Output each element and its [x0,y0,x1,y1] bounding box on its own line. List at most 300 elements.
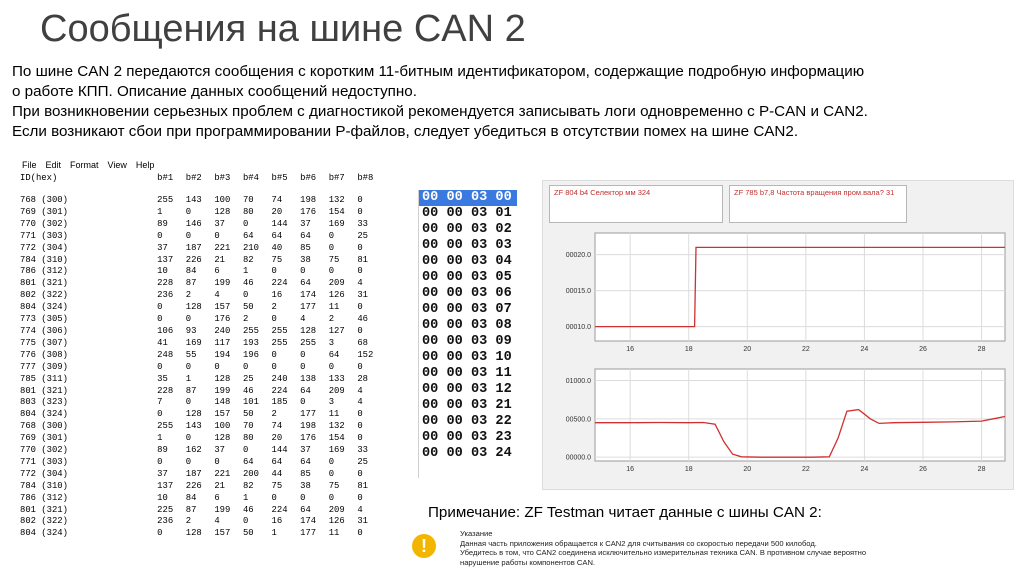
log-byte-cell: 101 [242,397,259,408]
log-byte-cell: 0 [185,433,192,444]
log-spacer-cell [20,185,386,195]
log-byte-cell: 128 [185,528,202,539]
log-byte-cell: 25 [357,456,368,467]
log-byte-cell: 41 [157,337,168,348]
log-byte-cell: 0 [357,302,363,313]
log-id-cell: 802 (322) [20,516,68,527]
log-byte-cell: 2 [185,290,192,301]
log-byte-cell: 146 [185,218,202,229]
log-byte-cell: 31 [357,516,368,527]
log-byte-cell: 196 [242,349,259,360]
log-byte-cell: 46 [242,504,254,515]
log-row [20,409,386,421]
log-byte-cell: 81 [357,480,368,491]
log-byte-cell: 4 [300,314,306,325]
log-byte-cell: 50 [242,528,254,539]
can-id-list[interactable] [418,190,517,478]
y-tick-label: 00000.0 [565,454,591,462]
testman-charts [543,181,1013,489]
warning-line: Данная часть приложения обращается к CAN2 для считывания со скоростью передачи 500 килобод. [460,538,817,548]
log-id-cell: 771 (303) [20,230,68,241]
log-byte-cell: 162 [185,445,202,456]
log-byte-cell: 80 [242,433,254,444]
log-byte-cell: 226 [185,480,202,491]
log-byte-cell: 0 [300,266,306,277]
log-byte-cell: 20 [271,433,283,444]
log-byte-cell: 25 [357,230,368,241]
log-byte-cell: 64 [300,456,311,467]
log-byte-cell: 74 [271,421,283,432]
log-byte-cell: 37 [214,218,226,229]
note-text: Примечание: ZF Testman читает данные с шины CAN 2: [428,504,822,521]
log-byte-cell: 85 [300,242,311,253]
log-byte-cell: 37 [214,445,226,456]
log-byte-cell: 46 [357,314,368,325]
log-byte-cell: 128 [185,302,202,313]
log-byte-cell: 157 [214,528,231,539]
log-byte-cell: 0 [357,325,363,336]
id-list-item[interactable]: 00 00 03 24 [422,446,512,461]
x-tick-label: 28 [977,466,986,473]
id-list-item[interactable]: 00 00 03 23 [422,430,512,445]
log-byte-cell: 0 [157,314,163,325]
log-byte-cell: 4 [357,278,363,289]
log-byte-cell: 37 [300,445,311,456]
log-byte-cell: 87 [185,278,197,289]
log-row [20,481,386,493]
log-byte-cell: 0 [328,492,335,503]
description-line: По шине CAN 2 передаются сообщения с коротким 11-битным идентификатором, содержащие подробную информацию [12,63,865,80]
log-byte-cell: 0 [242,445,249,456]
plot-area [595,369,1005,461]
log-byte-cell: 255 [157,195,174,205]
log-byte-cell: 198 [300,421,317,432]
log-byte-cell: 28 [357,373,368,384]
log-row [20,219,386,231]
log-byte-cell: 176 [214,314,231,325]
testman-panel [542,180,1014,490]
log-byte-cell: 154 [328,433,345,444]
log-byte-cell: 40 [271,242,283,253]
log-byte-cell: 3 [328,337,335,348]
log-byte-cell: 157 [214,302,231,313]
log-row [20,243,386,255]
log-row [20,266,386,278]
log-row [20,469,386,481]
log-byte-cell: 0 [357,206,363,217]
log-byte-cell: 209 [328,278,345,289]
log-row [20,397,386,409]
log-byte-cell: 128 [214,206,231,217]
log-byte-cell: 0 [214,361,220,372]
log-row [20,445,386,457]
log-byte-cell: 221 [214,242,231,253]
id-list-item[interactable]: 00 00 03 07 [422,302,512,317]
page-title: Сообщения на шине CAN 2 [40,8,526,50]
log-byte-cell: 255 [300,337,317,348]
log-byte-cell: 127 [328,325,345,336]
log-byte-cell: 128 [214,433,231,444]
log-byte-cell: 75 [271,480,283,491]
log-byte-cell: 0 [357,409,363,420]
log-byte-cell: 82 [242,480,254,491]
log-byte-cell: 0 [271,314,277,325]
log-id-cell: 771 (303) [20,456,68,467]
log-byte-cell: 87 [185,504,197,515]
y-tick-label: 01000.0 [565,378,591,385]
log-byte-cell: 89 [157,445,168,456]
log-byte-cell: 16 [271,290,283,301]
log-id-cell: 773 (305) [20,314,68,325]
log-byte-cell: 0 [300,361,306,372]
description [12,62,1017,142]
log-byte-cell: 0 [157,302,163,313]
log-byte-cell: 1 [242,492,249,503]
log-byte-cell: 1 [242,266,249,277]
warning-heading: Указание [460,529,493,538]
log-byte-cell: 16 [271,516,283,527]
log-byte-cell: 64 [271,456,283,467]
log-spacer [20,185,386,195]
x-tick-label: 18 [684,346,693,353]
log-byte-cell: 4 [357,385,363,396]
log-byte-cell: 0 [157,230,163,241]
log-byte-cell: 80 [242,206,254,217]
log-header-row [20,172,386,185]
log-byte-cell: 10 [157,266,168,277]
log-byte-cell: 194 [214,349,231,360]
log-header-cell: b#2 [185,172,202,183]
log-id-cell: 801 (321) [20,385,68,396]
log-byte-cell: 100 [214,195,231,205]
log-id-cell: 772 (304) [20,242,68,253]
log-byte-cell: 21 [214,254,226,265]
log-byte-cell: 221 [214,468,231,479]
menu-bar [14,158,386,172]
log-byte-cell: 106 [157,325,174,336]
log-byte-cell: 2 [271,409,277,420]
log-byte-cell: 0 [328,242,335,253]
id-list-item[interactable]: 00 00 03 11 [422,366,512,381]
log-byte-cell: 0 [157,528,163,539]
log-header-cell: b#1 [157,172,174,183]
log-row [20,433,386,445]
log-byte-cell: 0 [357,266,363,277]
log-byte-cell: 64 [300,504,311,515]
log-byte-cell: 0 [185,206,192,217]
log-byte-cell: 236 [157,290,174,301]
menu-help[interactable]: Help [135,160,155,170]
log-byte-cell: 0 [357,492,363,503]
log-byte-cell: 50 [242,409,254,420]
id-list-item[interactable]: 00 00 03 09 [422,334,512,349]
can-log-table [20,172,386,540]
id-list-item[interactable]: 00 00 03 00 [419,190,517,206]
log-id-cell: 786 (312) [20,492,68,503]
log-byte-cell: 255 [157,421,174,432]
log-byte-cell: 81 [357,254,368,265]
warning-icon: ! [412,534,436,558]
log-id-cell: 804 (324) [20,302,68,313]
log-byte-cell: 2 [185,516,192,527]
log-byte-cell: 248 [157,349,174,360]
log-byte-cell: 64 [300,278,311,289]
log-byte-cell: 4 [357,504,363,515]
log-byte-cell: 2 [271,302,277,313]
log-byte-cell: 0 [357,361,363,372]
id-list-item[interactable]: 00 00 03 01 [422,206,512,221]
id-list-item[interactable]: 00 00 03 03 [422,238,512,253]
log-byte-cell: 64 [271,230,283,241]
warning-line: Убедитесь в том, что CAN2 соединена исключительно измерительная техника CAN. В противном случае вероятно [460,548,867,558]
log-row [20,505,386,517]
log-row [20,338,386,350]
log-byte-cell: 11 [328,528,340,539]
log-byte-cell: 84 [185,266,197,277]
log-row [20,457,386,469]
log-byte-cell: 148 [214,397,231,408]
log-byte-cell: 0 [271,492,277,503]
log-row [20,290,386,302]
log-row [20,493,386,505]
log-byte-cell: 0 [328,468,335,479]
log-byte-cell: 50 [242,302,254,313]
y-tick-label: 00020.0 [565,252,591,260]
signal-box-selector[interactable]: ZF 804 b4 Селектор мм 324 [549,185,723,223]
menu-edit[interactable]: Edit [45,160,62,170]
log-byte-cell: 128 [214,373,231,384]
log-byte-cell: 87 [185,385,197,396]
log-byte-cell: 64 [300,385,311,396]
log-byte-cell: 70 [242,421,254,432]
log-byte-cell: 0 [185,230,192,241]
log-byte-cell: 33 [357,218,368,229]
log-byte-cell: 0 [157,361,163,372]
log-byte-cell: 177 [300,409,317,420]
x-tick-label: 22 [801,346,810,353]
log-byte-cell: 0 [357,528,363,539]
log-byte-cell: 6 [214,492,220,503]
log-byte-cell: 176 [300,433,317,444]
x-tick-label: 24 [860,346,869,353]
log-id-cell: 785 (311) [20,373,68,384]
log-byte-cell: 199 [214,504,231,515]
log-id-cell: 772 (304) [20,468,68,479]
id-list-item[interactable]: 00 00 03 10 [422,350,512,365]
log-byte-cell: 31 [357,290,368,301]
menu-format[interactable]: Format [70,160,99,170]
log-byte-cell: 6 [214,266,220,277]
log-byte-cell: 169 [185,337,202,348]
id-list-item[interactable]: 00 00 03 02 [422,222,512,237]
log-byte-cell: 240 [214,325,231,336]
log-id-cell: 770 (302) [20,445,68,456]
log-byte-cell: 4 [214,516,220,527]
log-byte-cell: 11 [328,302,340,313]
log-byte-cell: 0 [185,456,192,467]
y-tick-label: 00010.0 [565,324,591,332]
log-byte-cell: 25 [242,373,254,384]
log-byte-cell: 70 [242,195,254,205]
log-byte-cell: 199 [214,278,231,289]
can-log-window [14,158,386,574]
log-id-cell: 770 (302) [20,218,68,229]
log-header-cell: b#5 [271,172,288,183]
log-byte-cell: 64 [242,456,254,467]
log-byte-cell: 37 [300,218,311,229]
log-byte-cell: 117 [214,337,231,348]
x-tick-label: 24 [860,466,869,473]
log-byte-cell: 44 [271,468,283,479]
log-id-cell: 801 (321) [20,278,68,289]
log-byte-cell: 255 [271,325,288,336]
x-tick-label: 26 [919,346,927,353]
log-header-cell: b#4 [242,172,259,183]
log-row [20,386,386,398]
log-byte-cell: 84 [185,492,197,503]
log-byte-cell: 0 [242,290,249,301]
log-row [20,255,386,267]
y-tick-label: 00500.0 [565,416,591,424]
log-byte-cell: 2 [242,314,249,325]
log-byte-cell: 0 [328,266,335,277]
log-byte-cell: 4 [357,397,363,408]
log-byte-cell: 224 [271,278,288,289]
log-byte-cell: 225 [157,504,174,515]
log-byte-cell: 193 [242,337,259,348]
log-byte-cell: 255 [271,337,288,348]
log-byte-cell: 0 [357,421,363,432]
id-list-item[interactable]: 00 00 03 04 [422,254,512,269]
x-tick-label: 28 [977,346,986,353]
log-byte-cell: 143 [185,195,202,205]
log-id-cell: 776 (308) [20,349,68,360]
log-row [20,231,386,243]
log-byte-cell: 199 [214,385,231,396]
log-byte-cell: 7 [157,397,163,408]
log-id-cell: 804 (324) [20,528,68,539]
id-list-item[interactable]: 00 00 03 21 [422,398,512,413]
log-id-cell: 768 (300) [20,421,68,432]
log-byte-cell: 228 [157,385,174,396]
log-byte-cell: 144 [271,218,288,229]
log-byte-cell: 33 [357,445,368,456]
log-byte-cell: 128 [185,409,202,420]
log-byte-cell: 126 [328,290,345,301]
log-id-cell: 784 (310) [20,254,68,265]
log-id-cell: 775 (307) [20,337,68,348]
menu-file[interactable]: File [22,160,37,170]
log-id-cell: 769 (301) [20,206,68,217]
warning-dialog [404,526,1004,572]
log-byte-cell: 128 [300,325,317,336]
log-byte-cell: 2 [328,314,335,325]
log-byte-cell: 126 [328,516,345,527]
log-byte-cell: 20 [271,206,283,217]
log-row [20,374,386,386]
log-byte-cell: 132 [328,421,345,432]
log-row [20,528,386,540]
log-byte-cell: 255 [242,325,259,336]
description-line: При возникновении серьезных проблем с диагностикой рекомендуется записывать логи одновременно с P-CAN и CAN2. [12,103,868,120]
log-id-cell: 784 (310) [20,480,68,491]
log-byte-cell: 200 [242,468,259,479]
log-byte-cell: 0 [357,468,363,479]
id-list-item[interactable]: 00 00 03 22 [422,414,512,429]
log-row [20,516,386,528]
log-byte-cell: 137 [157,254,174,265]
log-byte-cell: 187 [185,242,202,253]
log-byte-cell: 0 [214,230,220,241]
log-byte-cell: 0 [328,230,335,241]
log-byte-cell: 0 [185,397,192,408]
log-byte-cell: 68 [357,337,368,348]
log-row [20,350,386,362]
log-row [20,326,386,338]
log-byte-cell: 137 [157,480,174,491]
menu-view[interactable]: View [107,160,127,170]
log-byte-cell: 1 [185,373,192,384]
log-byte-cell: 0 [271,361,277,372]
log-byte-cell: 0 [271,349,277,360]
log-byte-cell: 37 [157,468,168,479]
log-byte-cell: 46 [242,278,254,289]
description-line: Если возникают сбои при программировании P-файлов, следует убедиться в отсутствии помех на шине CAN2. [12,123,799,140]
log-row [20,195,386,207]
log-byte-cell: 38 [300,480,311,491]
log-byte-cell: 75 [271,254,283,265]
log-byte-cell: 228 [157,278,174,289]
log-byte-cell: 82 [242,254,254,265]
log-id-cell: 803 (323) [20,397,68,408]
log-byte-cell: 152 [357,349,374,360]
log-row [20,314,386,326]
log-row [20,302,386,314]
log-byte-cell: 224 [271,385,288,396]
log-byte-cell: 138 [300,373,317,384]
log-row [20,362,386,374]
log-byte-cell: 154 [328,206,345,217]
log-byte-cell: 209 [328,385,345,396]
log-byte-cell: 85 [300,468,311,479]
log-byte-cell: 21 [214,480,226,491]
log-id-cell: 801 (321) [20,504,68,515]
log-byte-cell: 10 [157,492,168,503]
id-list-item[interactable]: 00 00 03 06 [422,286,512,301]
log-byte-cell: 210 [242,242,259,253]
id-list-item[interactable]: 00 00 03 12 [422,382,512,397]
id-list-item[interactable]: 00 00 03 05 [422,270,512,285]
description-line: о работе КПП. Описание данных сообщений недоступно. [12,83,417,100]
log-byte-cell: 75 [328,480,340,491]
log-byte-cell: 174 [300,516,317,527]
id-list-item[interactable]: 00 00 03 08 [422,318,512,333]
log-byte-cell: 1 [271,528,277,539]
log-id-cell: 768 (300) [20,195,68,205]
log-byte-cell: 0 [300,397,306,408]
log-byte-cell: 240 [271,373,288,384]
signal-box-shaft-speed[interactable]: ZF 785 b7,8 Частота вращения пром.вала? 31 [729,185,907,223]
log-byte-cell: 132 [328,195,345,205]
log-row [20,207,386,219]
log-byte-cell: 0 [357,433,363,444]
log-byte-cell: 236 [157,516,174,527]
log-byte-cell: 89 [157,218,168,229]
x-tick-label: 20 [743,346,752,353]
log-byte-cell: 143 [185,421,202,432]
log-byte-cell: 1 [157,206,163,217]
log-byte-cell: 0 [357,195,363,205]
